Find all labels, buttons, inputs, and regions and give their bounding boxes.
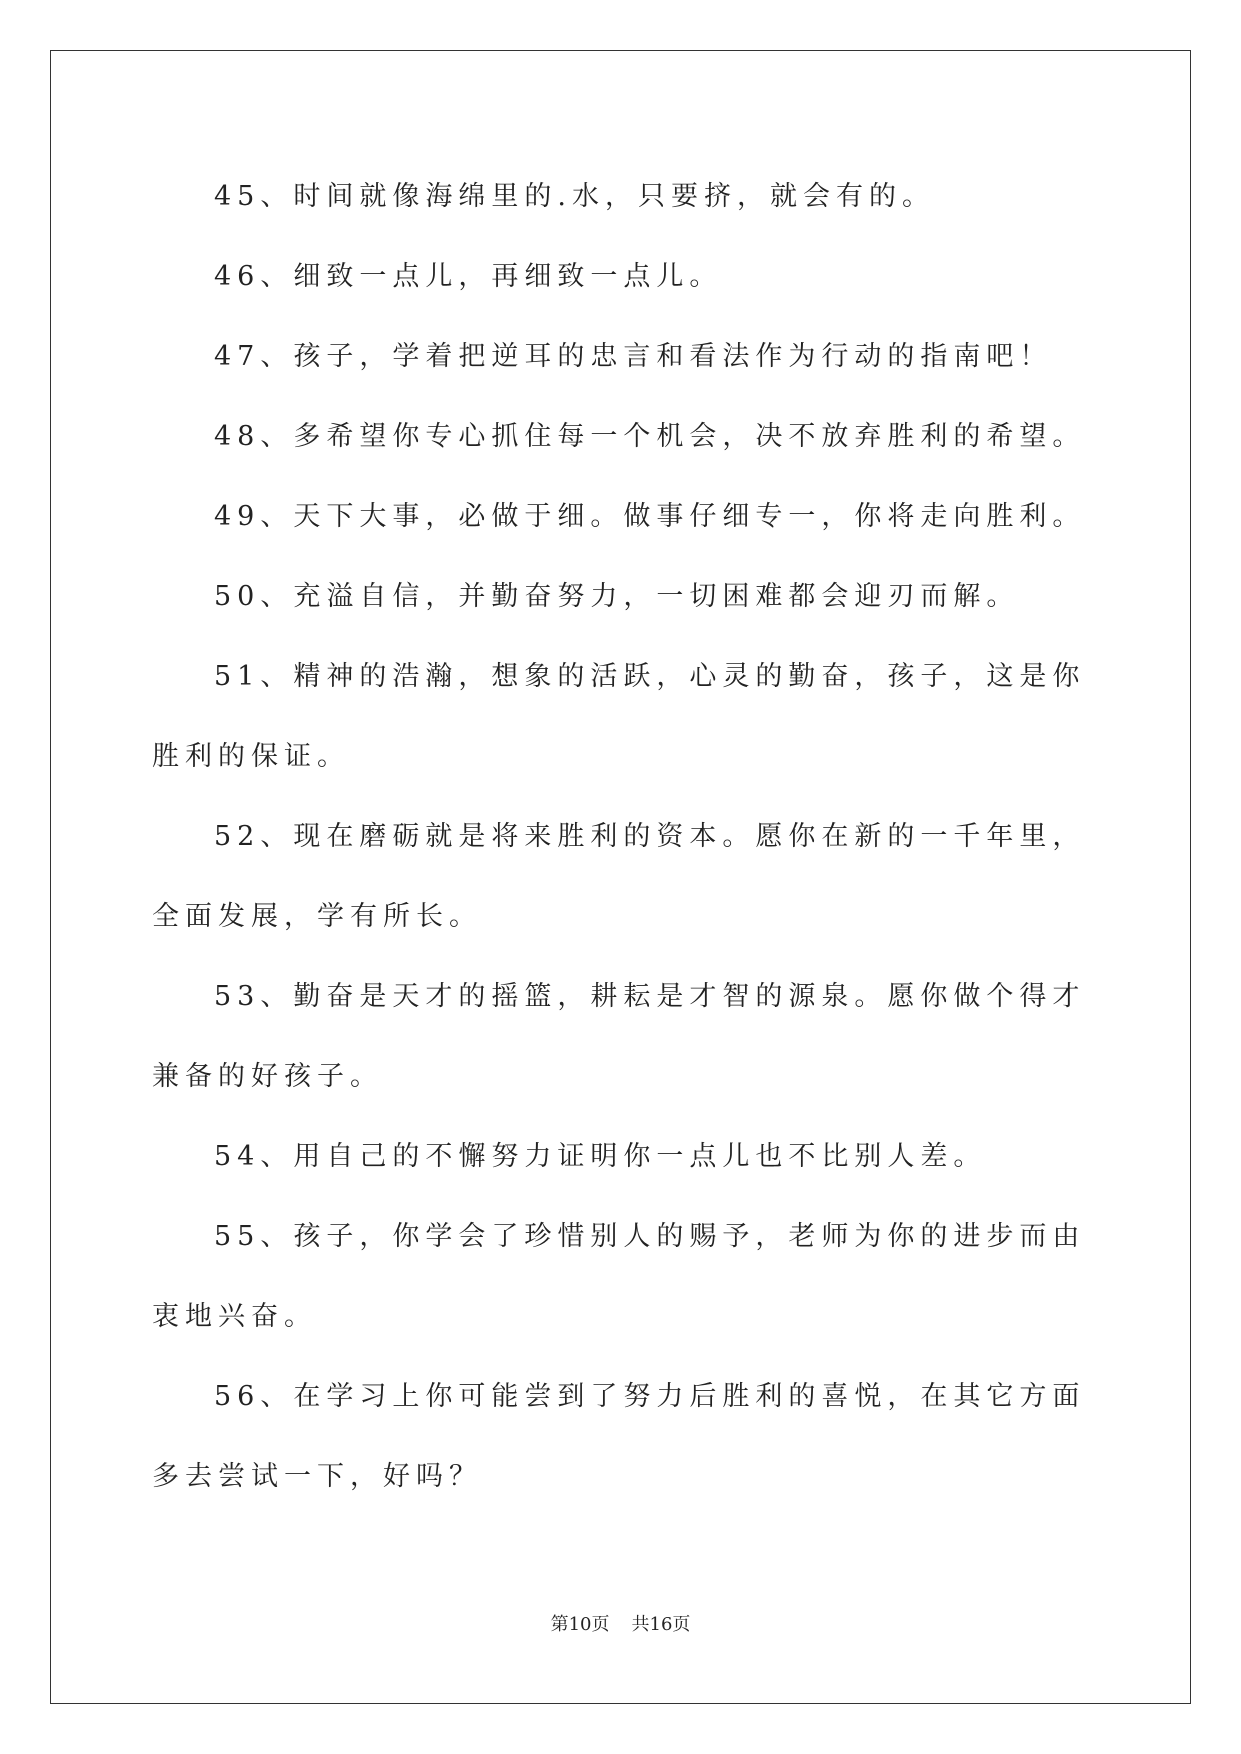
paragraph-49: 49、天下大事，必做于细。做事仔细专一，你将走向胜利。 — [214, 501, 1086, 532]
paragraph-48: 48、多希望你专心抓住每一个机会，决不放弃胜利的希望。 — [214, 421, 1086, 452]
paragraph-52: 52、现在磨砺就是将来胜利的资本。愿你在新的一千年里，全面发展，学有所长。 — [152, 821, 1086, 932]
paragraph-47: 47、孩子，学着把逆耳的忠言和看法作为行动的指南吧！ — [214, 341, 1053, 372]
paragraph-53: 53、勤奋是天才的摇篮，耕耘是才智的源泉。愿你做个得才兼备的好孩子。 — [152, 981, 1086, 1092]
paragraph-54: 54、用自己的不懈努力证明你一点儿也不比别人差。 — [214, 1141, 987, 1172]
paragraph-46: 46、细致一点儿，再细致一点儿。 — [214, 261, 723, 292]
document-body — [152, 157, 1092, 1517]
paragraph-51: 51、精神的浩瀚，想象的活跃，心灵的勤奋，孩子，这是你胜利的保证。 — [152, 661, 1086, 772]
paragraph-50: 50、充溢自信，并勤奋努力，一切困难都会迎刃而解。 — [214, 581, 1020, 612]
page-footer — [0, 1610, 1241, 1636]
page-total: 共16页 — [631, 1614, 691, 1635]
paragraph-56: 56、在学习上你可能尝到了努力后胜利的喜悦，在其它方面多去尝试一下，好吗？ — [152, 1381, 1086, 1492]
page-number: 第10页 — [550, 1614, 610, 1635]
paragraph-55: 55、孩子，你学会了珍惜别人的赐予，老师为你的进步而由衷地兴奋。 — [152, 1221, 1086, 1332]
paragraph-45: 45、时间就像海绵里的.水，只要挤，就会有的。 — [214, 181, 935, 212]
